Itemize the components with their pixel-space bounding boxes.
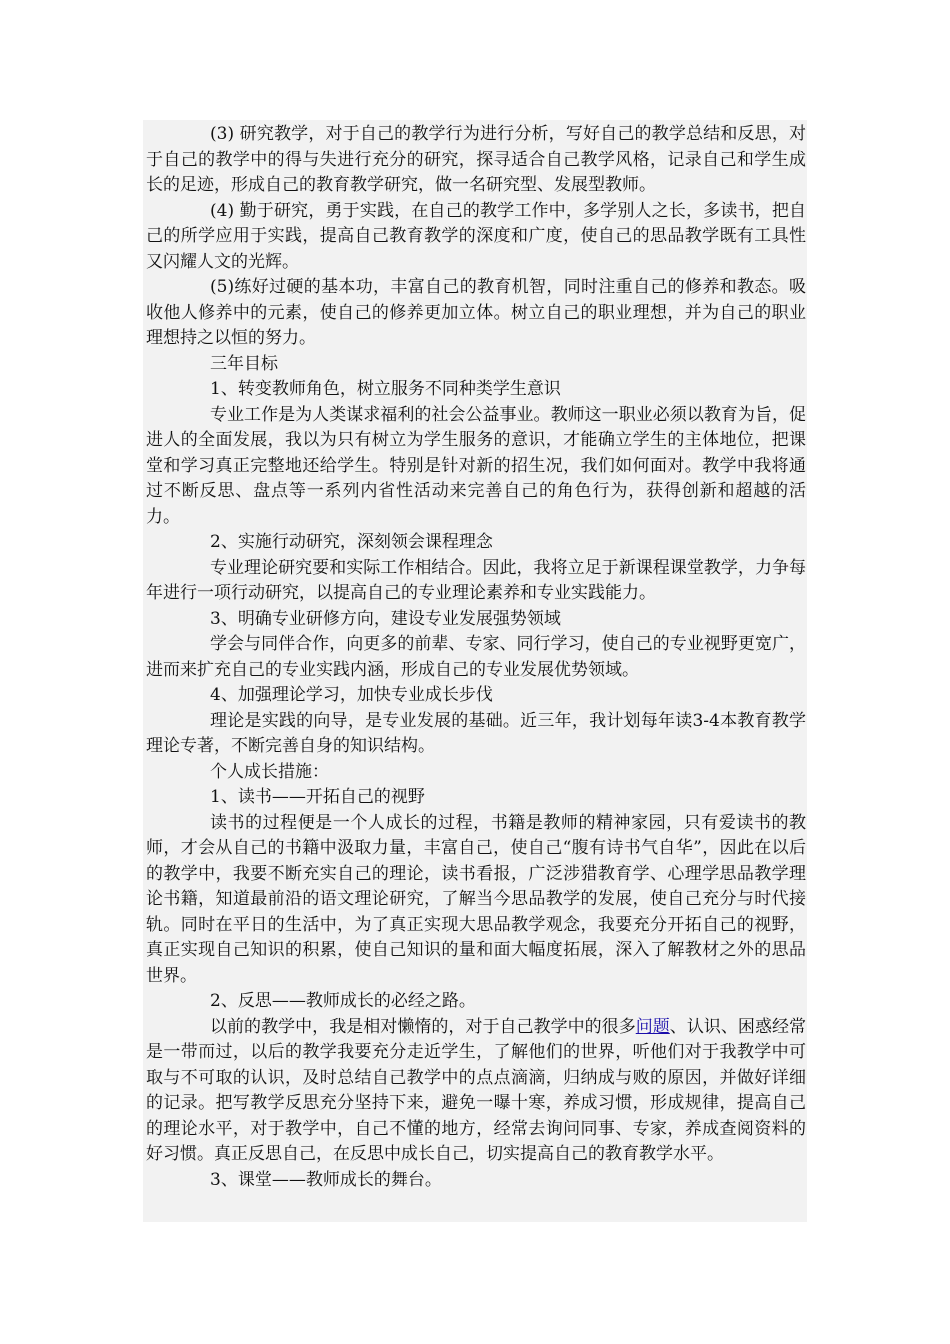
paragraph-research-teaching: (3) 研究教学，对于自己的教学行为进行分析，写好自己的教学总结和反思，对于自己的教学中的得与失进行充分的研究，探寻适合自己教学风格，记录自己和学生成长的足迹，形成自己的教育教学研究，做一名研究型、发展型教师。	[146, 124, 806, 195]
goal-2-body: 专业理论研究要和实际工作相结合。因此，我将立足于新课程课堂教学，力争每年进行一项行动研究，以提高自己的专业理论素养和专业实践能力。	[146, 557, 806, 603]
measure-2-body	[146, 1015, 806, 1168]
paragraph-practice: (4) 勤于研究，勇于实践，在自己的教学工作中，多学别人之长，多读书，把自己的所学应用于实践，提高自己教育教学的深度和广度，使自己的思品教学既有工具性又闪耀人文的光辉。	[146, 200, 806, 272]
goal-3-body: 学会与同伴合作，向更多的前辈、专家、同行学习，使自己的专业视野更宽广，进而来扩充自己的专业实践内涵，形成自己的专业发展优势领域。	[146, 634, 806, 680]
measure-3-heading: 3、课堂——教师成长的舞台。	[210, 1169, 442, 1190]
goal-1-body: 专业工作是为人类谋求福利的社会公益事业。教师这一职业必须以教育为旨，促进人的全面发展，我以为只有树立为学生服务的意识，才能确立学生的主体地位，把课堂和学习真正完整地还给学生。特别是针对新的招生况，我们如何面对。教学中我将通过不断反思、盘点等一系列内省性活动来完善自己的角色行为，获得创新和超越的活力。	[146, 404, 806, 527]
measure-2-body-start: 以前的教学中，我是相对懒惰的，对于自己教学中的很多	[210, 1016, 636, 1037]
measure-1-heading: 1、读书——开拓自己的视野	[210, 787, 425, 807]
goal-2-heading: 2、实施行动研究，深刻领会课程理念	[210, 532, 493, 552]
goal-4-body: 理论是实践的向导，是专业发展的基础。近三年，我计划每年读3-4本教育教学理论专著，不断完善自身的知识结构。	[146, 710, 806, 756]
heading-growth-measures: 个人成长措施：	[210, 761, 329, 782]
measure-1-body: 读书的过程便是一个人成长的过程，书籍是教师的精神家园，只有爱读书的教师，才会从自己的书籍中汲取力量，丰富自己，使自己“腹有诗书气自华”，因此在以后的教学中，我要不断充实自己的理论，读书看报，广泛涉猎教育学、心理学思品教学理论书籍，知道最前沿的语文理论研究，了解当今思品教学的发展，使自己充分与时代接轨。同时在平日的生活中，为了真正实现大思品教学观念，我要充分开拓自己的视野，真正实现自己知识的积累，使自己知识的量和面大幅度拓展，深入了解教材之外的思品世界。	[146, 812, 806, 986]
heading-three-year-goals: 三年目标	[210, 353, 278, 374]
goal-1-heading: 1、转变教师角色，树立服务不同种类学生意识	[210, 379, 561, 399]
measure-2-heading: 2、反思——教师成长的必经之路。	[210, 991, 476, 1011]
goal-3-heading: 3、明确专业研修方向，建设专业发展强势领域	[210, 608, 561, 629]
measure-2-body-end: 、认识、困惑经常是一带而过，以后的教学我要充分走近学生，了解他们的世界，听他们对于我教学中可取与不可取的认识，及时总结自己教学中的点点滴滴，归纳成与败的原因，并做好详细的记录。把写教学反思充分坚持下来，避免一曝十寒，养成习惯，形成规律，提高自己的理论水平，对于教学中，自己不懂的地方，经常去询问同事、专家，养成查阅资料的好习惯。真正反思自己，在反思中成长自己，切实提高自己的教育教学水平。	[146, 1016, 807, 1164]
document-body	[146, 122, 806, 1193]
problem-link[interactable]: 问题	[635, 1016, 670, 1037]
goal-4-heading: 4、加强理论学习，加快专业成长步伐	[210, 685, 493, 705]
paragraph-basic-skills: (5)练好过硬的基本功，丰富自己的教育机智，同时注重自己的修养和教态。吸收他人修养中的元素，使自己的修养更加立体。树立自己的职业理想，并为自己的职业理想持之以恒的努力。	[146, 277, 806, 348]
